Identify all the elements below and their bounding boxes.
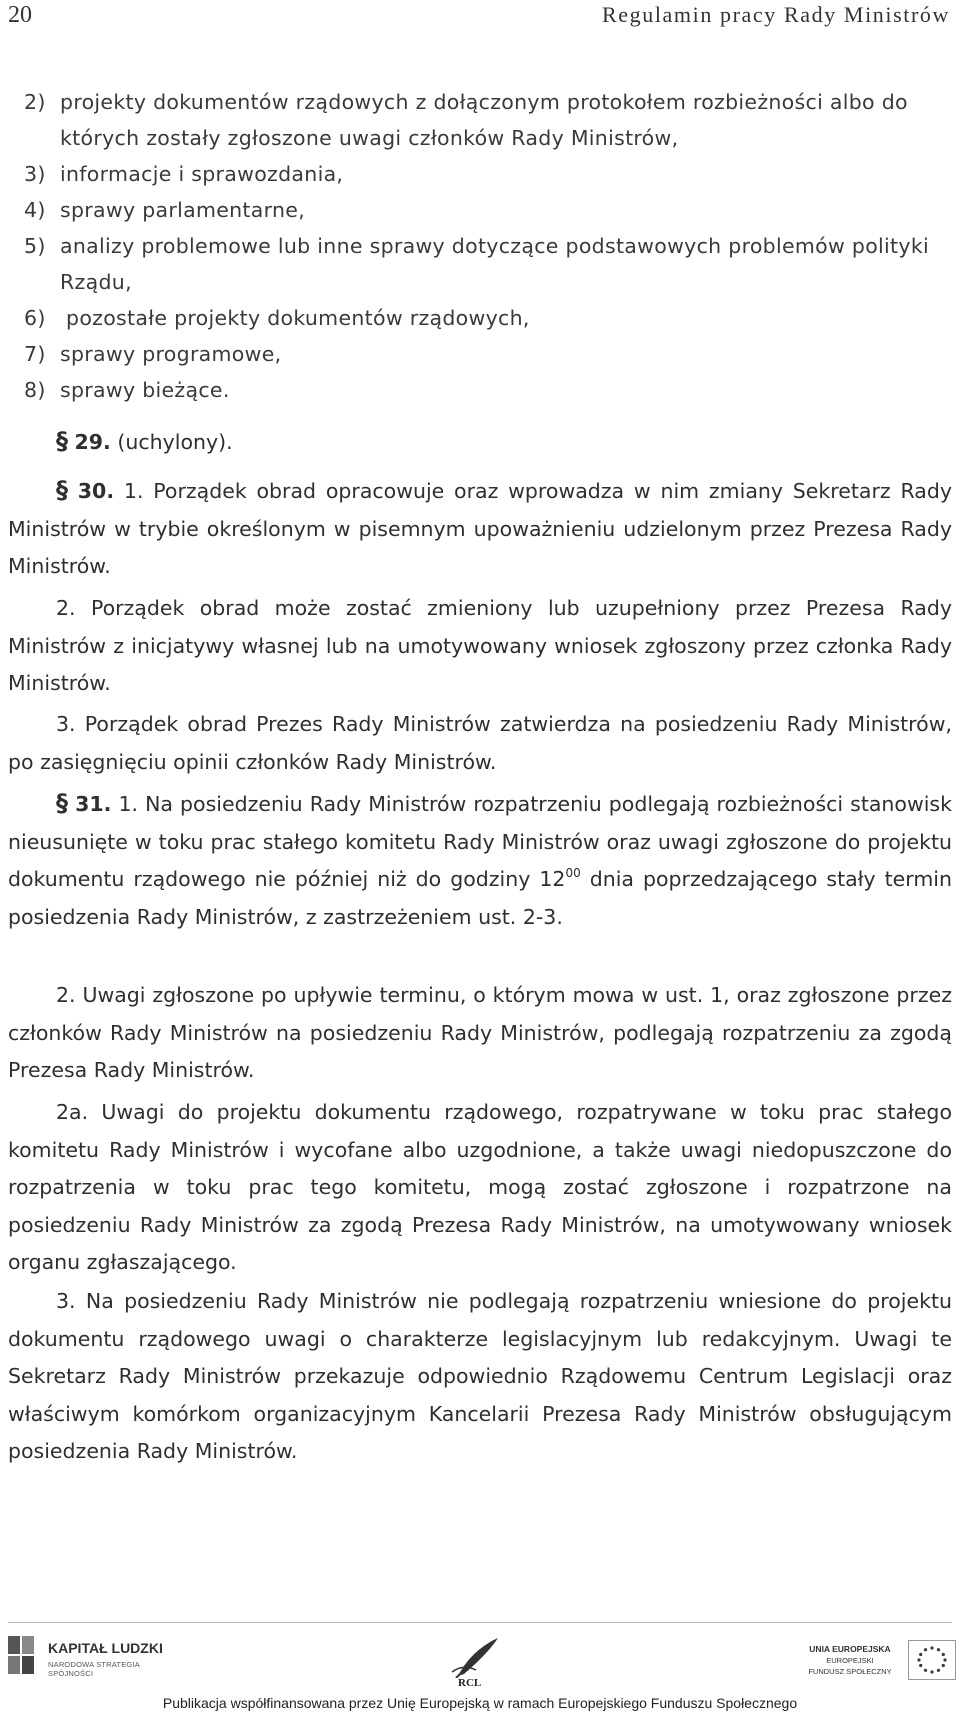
list-item-text: projekty dokumentów rządowych z dołączonym protokołem rozbieżności albo do których zostały zgłoszone uwagi członków Rady Ministrów, — [60, 90, 908, 150]
list-item — [24, 300, 954, 336]
paragraph-text: Porządek obrad opracowuje oraz wprowadza w nim zmiany Sekretarz Rady Ministrów w trybie określonym w pisemnym upoważnieniu udzielonym przez Prezesa Rady Ministrów. — [8, 479, 952, 578]
eu-logo-text — [798, 1644, 902, 1677]
list-item-text: informacje i sprawozdania, — [60, 162, 344, 186]
paragraph-number: 1. — [123, 479, 144, 503]
section-30-par-3 — [8, 706, 952, 781]
section-31-par-2 — [8, 977, 952, 1090]
paragraph-text: 2. Porządek obrad może zostać zmieniony lub uzupełniony przez Prezesa Rady Ministrów z inicjatywy własnej lub na umotywowany wniosek zgłoszony przez członka Rady Ministrów. — [8, 596, 952, 695]
agenda-category-list — [24, 84, 954, 408]
section-30-par-2 — [8, 590, 952, 703]
time-superscript: 00 — [565, 866, 581, 880]
paragraph-text: 2. Uwagi zgłoszone po upływie terminu, o którym mowa w ust. 1, oraz zgłoszone przez członków Rady Ministrów na posiedzeniu Rady Ministrów, podlegają rozpatrzeniu za zgodą Prezesa Rady Ministrów. — [8, 983, 952, 1082]
list-item-number: 4) — [24, 198, 46, 222]
eu-flag-icon — [908, 1640, 956, 1680]
list-item-number: 3) — [24, 162, 46, 186]
section-symbol: § — [56, 789, 68, 817]
paragraph-text-continued: dnia poprzedzającego stały termin posiedzenia Rady Ministrów, z zastrzeżeniem ust. 2-3. — [8, 867, 952, 929]
section-29 — [8, 423, 952, 462]
rcl-logo — [446, 1636, 506, 1696]
list-item — [24, 372, 954, 408]
list-item — [24, 336, 954, 372]
cofinancing-note: Publikacja współfinansowana przez Unię Europejską w ramach Europejskiego Funduszu Społecznego — [162, 1695, 798, 1711]
section-31-par-2a — [8, 1094, 952, 1282]
section-number: 31. — [75, 792, 112, 816]
list-item — [24, 228, 954, 300]
eu-logo-line: FUNDUSZ SPOŁECZNY — [808, 1667, 892, 1676]
section-30-par-1 — [8, 472, 952, 586]
section-symbol: § — [56, 427, 68, 455]
rcl-quill-icon — [446, 1636, 506, 1678]
paragraph-text: 3. Na posiedzeniu Rady Ministrów nie podlegają rozpatrzeniu wniesione do projektu dokumentu rządowego uwagi o charakterze legislacyjnym lub redakcyjnym. Uwagi te Sekretarz Rady Ministrów przekazuje odpowiednio Rządowemu Centrum Legislacji oraz właściwym komórkom organizacyjnym Kancelarii Prezesa Rady Ministrów obsługującym posiedzenia Rady Ministrów. — [8, 1289, 952, 1463]
section-31-par-1 — [8, 785, 952, 936]
list-item-number: 8) — [24, 378, 46, 402]
list-item-text: analizy problemowe lub inne sprawy dotyczące podstawowych problemów polityki Rządu, — [60, 234, 929, 294]
section-number: 30. — [77, 479, 115, 503]
list-item — [24, 156, 954, 192]
list-item-number: 5) — [24, 234, 46, 258]
list-item-text: sprawy parlamentarne, — [60, 198, 306, 222]
kapital-ludzki-logo — [6, 1630, 186, 1684]
page-number: 20 — [8, 2, 32, 28]
list-item-text: sprawy programowe, — [60, 342, 282, 366]
eu-logo-line: UNIA EUROPEJSKA — [809, 1644, 891, 1654]
list-item — [24, 192, 954, 228]
footer-divider — [8, 1622, 952, 1623]
eu-logo — [798, 1640, 958, 1690]
paragraph-text: 3. Porządek obrad Prezes Rady Ministrów zatwierdza na posiedzeniu Rady Ministrów, po zasięgnięciu opinii członków Rady Ministrów. — [8, 712, 952, 774]
paragraph-number: 1. — [118, 792, 139, 816]
list-item-number: 7) — [24, 342, 46, 366]
eu-logo-line: EUROPEJSKI — [826, 1656, 874, 1665]
logo-subtitle: NARODOWA STRATEGIA SPÓJNOŚCI — [48, 1660, 140, 1678]
list-item-text: pozostałe projekty dokumentów rządowych, — [66, 306, 530, 330]
list-item — [24, 84, 954, 156]
kapital-ludzki-emblem-icon — [6, 1632, 38, 1678]
rcl-logo-text: RCL — [458, 1677, 482, 1689]
section-number: 29. — [74, 430, 111, 454]
list-item-number: 2) — [24, 90, 46, 114]
paragraph-text: 2a. Uwagi do projektu dokumentu rządowego, rozpatrywane w toku prac stałego komitetu Rady Ministrów i wycofane albo uzgodnione, a także uwagi niedopuszczone do rozpatrzenia w toku prac tego komitetu, mogą zostać zgłoszone i rozpatrzone na posiedzeniu Rady Ministrów za zgodą Prezesa Rady Ministrów, na umotywowany wniosek organu zgłaszającego. — [8, 1100, 952, 1274]
paragraph-text: Na posiedzeniu Rady Ministrów rozpatrzeniu podlegają rozbieżności stanowisk nieusunięte w toku prac stałego komitetu Rady Ministrów oraz uwagi zgłoszone do projektu dokumentu rządowego nie później niż do godziny 12 — [8, 792, 952, 891]
logo-title: KAPITAŁ LUDZKI — [48, 1640, 163, 1656]
section-text: (uchylony). — [117, 430, 233, 454]
section-symbol: § — [56, 476, 68, 504]
section-31-par-3 — [8, 1283, 952, 1471]
list-item-text: sprawy bieżące. — [60, 378, 230, 402]
running-title: Regulamin pracy Rady Ministrów — [601, 2, 950, 27]
list-item-number: 6) — [24, 306, 46, 330]
